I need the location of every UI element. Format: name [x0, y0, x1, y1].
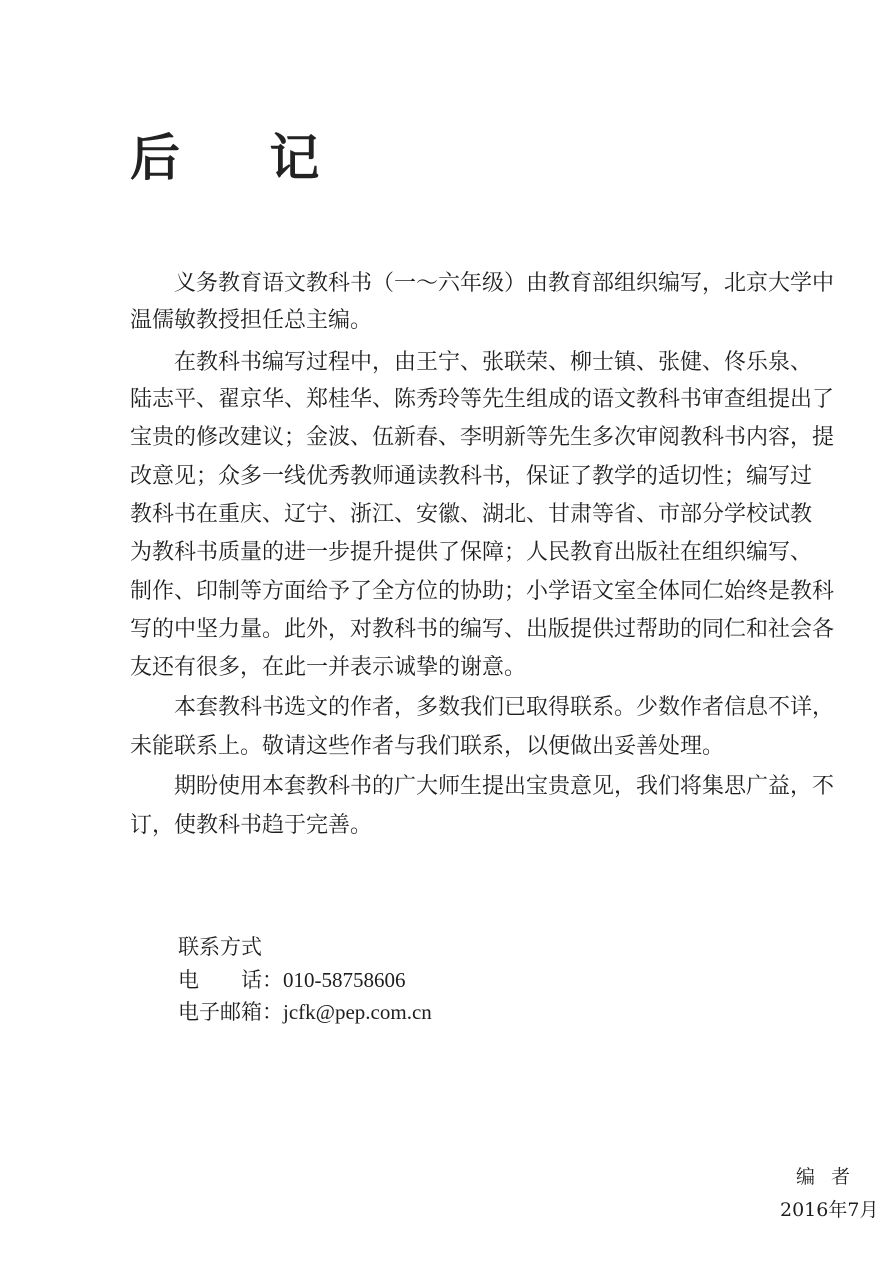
- paragraph-4-line-1: 期盼使用本套教科书的广大师生提出宝贵意见，我们将集思广益，不: [174, 774, 835, 799]
- email-address: jcfk@pep.com.cn: [283, 1000, 432, 1024]
- paragraph-2-line-5: 教科书在重庆、辽宁、浙江、安徽、湖北、甘肃等省、市部分学校试教: [130, 502, 813, 527]
- paragraph-2-line-7: 制作、印制等方面给予了全方位的协助；小学语文室全体同仁始终是教科: [130, 579, 835, 604]
- paragraph-2-line-4: 改意见；众多一线优秀教师通读教科书，保证了教学的适切性；编写过: [130, 464, 813, 489]
- paragraph-2-line-6: 为教科书质量的进一步提升提供了保障；人民教育出版社在组织编写、: [130, 540, 813, 565]
- paragraph-3-line-2: 未能联系上。敬请这些作者与我们联系，以便做出妥善处理。: [130, 734, 725, 759]
- contact-heading: 联系方式: [178, 935, 262, 959]
- contact-phone-row: [178, 965, 406, 995]
- paragraph-3-line-1: 本套教科书选文的作者，多数我们已取得联系。少数作者信息不详，: [174, 695, 835, 720]
- phone-label: 电 话：: [178, 968, 283, 992]
- paragraph-1-line-1: 义务教育语文教科书（一～六年级）由教育部组织编写，北京大学中: [174, 271, 835, 296]
- paragraph-1-line-2: 温儒敏教授担任总主编。: [130, 308, 373, 333]
- contact-email-row: [178, 997, 432, 1027]
- paragraph-2-line-9: 友还有很多，在此一并表示诚挚的谢意。: [130, 655, 527, 680]
- email-label: 电子邮箱：: [178, 1000, 283, 1024]
- paragraph-4-line-2: 订，使教科书趋于完善。: [130, 813, 373, 838]
- page-title: 后 记: [130, 128, 356, 187]
- paragraph-2-line-8: 写的中坚力量。此外，对教科书的编写、出版提供过帮助的同仁和社会各: [130, 617, 835, 642]
- paragraph-2-line-3: 宝贵的修改建议；金波、伍新春、李明新等先生多次审阅教科书内容，提: [130, 425, 835, 450]
- signature-author: 编者: [796, 1166, 867, 1188]
- paragraph-2-line-2: 陆志平、翟京华、郑桂华、陈秀玲等先生组成的语文教科书审查组提出了: [130, 387, 835, 412]
- signature-date: 2016年7月: [780, 1199, 879, 1221]
- phone-number: 010-58758606: [283, 968, 406, 992]
- paragraph-2-line-1: 在教科书编写过程中，由王宁、张联荣、柳士镇、张健、佟乐泉、: [174, 350, 813, 375]
